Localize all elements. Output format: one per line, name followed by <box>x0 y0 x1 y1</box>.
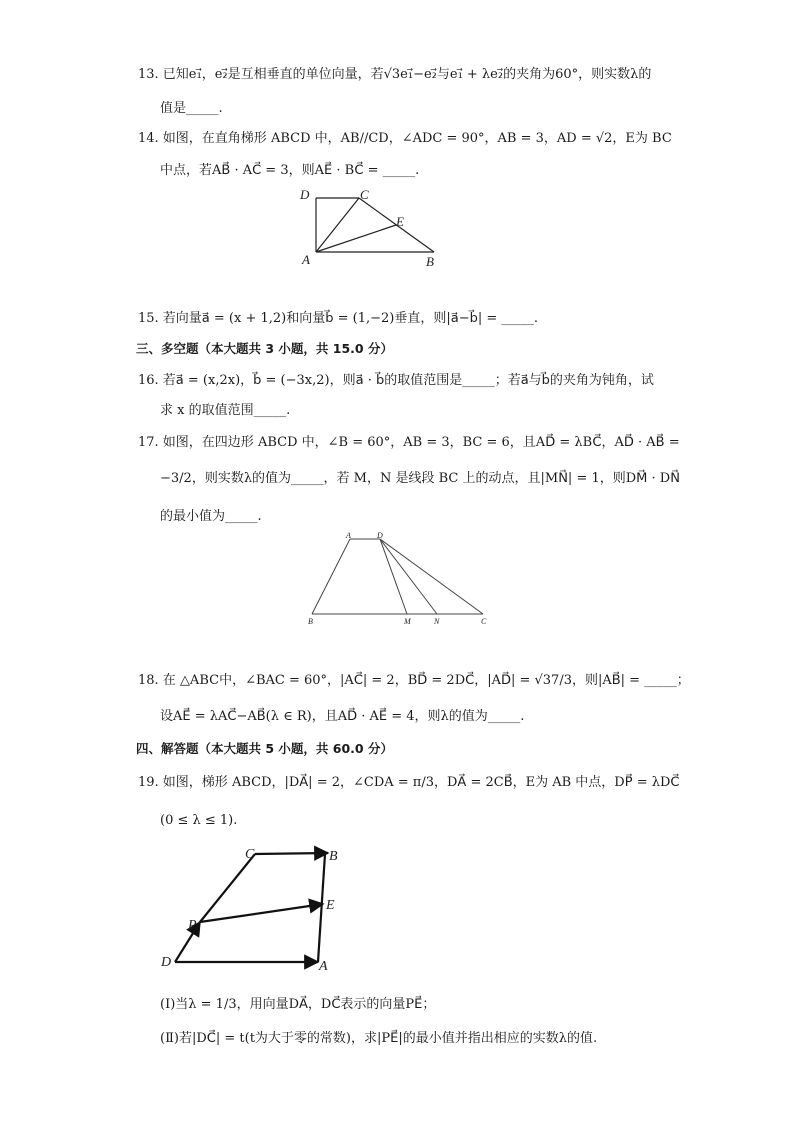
problem-19-part-1: (Ⅰ)当λ = 1/3，用向量DA⃗，DC⃗表示的向量PE⃗； <box>160 997 436 1012</box>
problem-15-line-1: 15. 若向量a⃗ = (x + 1,2)和向量b⃗ = (1,−2)垂直，则|a⃗−b⃗| = _____. <box>138 311 539 326</box>
problem-16-line-1: 16. 若a⃗ = (x,2x)，b⃗ = (−3x,2)，则a⃗ · b⃗的取值范围是_____；若a⃗与b⃗的夹角为钝角，试 <box>138 373 654 388</box>
fig17-label-C: C <box>481 617 487 626</box>
fig14-label-E: E <box>396 214 404 229</box>
fig17-label-B: B <box>308 617 313 626</box>
fig14-label-B: B <box>426 254 434 269</box>
fig19-label-D: D <box>161 955 172 970</box>
problem-16-line-2: 求 x 的取值范围_____. <box>160 403 291 418</box>
problem-18-line-1: 18. 在 △ABC中，∠BAC = 60°，|AC⃗| = 2，BD⃗ = 2DC⃗，|AD⃗| = √37/3，则|AB⃗| = _____； <box>138 673 690 688</box>
problem-17-line-1: 17. 如图，在四边形 ABCD 中，∠B = 60°，AB = 3，BC = 6，且AD⃗ = λBC⃗，AD⃗ · AB⃗ = <box>138 435 680 450</box>
fig17-label-D: D <box>377 531 383 540</box>
problem-14-line-1: 14. 如图，在直角梯形 ABCD 中，AB//CD，∠ADC = 90°，AB = 3，AD = √2，E为 BC <box>138 131 672 146</box>
fig14-label-D: D <box>300 187 310 202</box>
fig17-label-M: M <box>404 617 411 626</box>
problem-19-line-1: 19. 如图，梯形 ABCD，|DA⃗| = 2，∠CDA = π/3，DA⃗ = 2CB⃗，E为 AB 中点，DP⃗ = λDC⃗ <box>138 775 680 790</box>
problem-19-part-2: (Ⅱ)若|DC⃗| = t(t为大于零的常数)，求|PE⃗|的最小值并指出相应的实数λ的值. <box>160 1031 598 1046</box>
fig17-label-N: N <box>434 617 440 626</box>
problem-13-line-2: 值是_____. <box>160 101 223 116</box>
fig14-label-A: A <box>302 252 310 267</box>
section-3-heading: 三、多空题（本大题共 3 小题，共 15.0 分） <box>136 341 393 356</box>
section-4-heading: 四、解答题（本大题共 5 小题，共 60.0 分） <box>136 741 393 756</box>
problem-13-line-1: 13. 已知e₁⃗，e₂⃗是互相垂直的单位向量，若√3e₁⃗−e₂⃗与e₁⃗ + λe₂⃗的夹角为60°，则实数λ的 <box>138 67 652 82</box>
fig19-label-B: B <box>329 849 338 864</box>
fig19-label-P: P <box>188 918 197 933</box>
problem-14-line-2: 中点，若AB⃗ · AC⃗ = 3，则AE⃗ · BC⃗ = _____. <box>160 163 420 178</box>
fig14-label-C: C <box>360 187 369 202</box>
figure-14-trapezoid <box>296 184 446 270</box>
fig19-label-A: A <box>319 959 328 974</box>
fig17-label-A: A <box>346 531 351 540</box>
problem-18-line-2: 设AE⃗ = λAC⃗−AB⃗(λ ∈ R)，且AD⃗ · AE⃗ = 4，则λ的值为_____. <box>160 709 525 724</box>
problem-17-line-3: 的最小值为_____. <box>160 509 262 524</box>
fig19-label-E: E <box>326 898 335 913</box>
figure-17-quadrilateral <box>300 530 500 630</box>
fig19-label-C: C <box>245 847 255 862</box>
problem-19-line-2: (0 ≤ λ ≤ 1). <box>160 813 238 828</box>
figure-19-trapezoid <box>155 842 355 974</box>
problem-17-line-2: −3/2，则实数λ的值为_____，若 M，N 是线段 BC 上的动点，且|MN⃗| = 1，则DM⃗ · DN⃗ <box>160 471 680 486</box>
